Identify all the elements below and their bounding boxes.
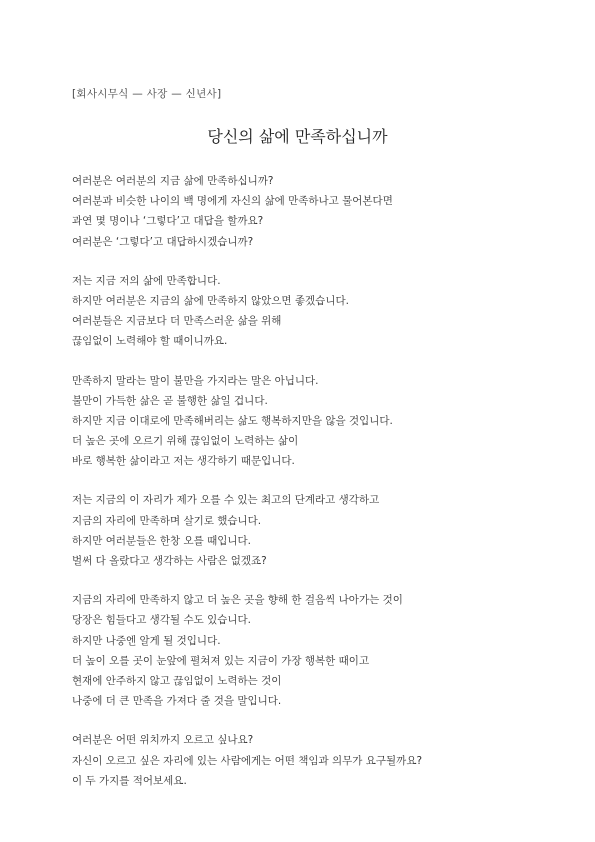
paragraph	[72, 271, 532, 352]
text-line: 여러분은 여러분의 지금 삶에 만족하십니까?	[72, 175, 274, 187]
text-line: 지금의 자리에 만족하며 살기로 했습니다.	[72, 514, 262, 527]
text-line: 저는 지금의 이 자리가 제가 오를 수 있는 최고의 단계라고 생각하고	[72, 494, 380, 507]
paragraph	[72, 590, 532, 711]
text-line: 끊임없이 노력해야 할 때이니까요.	[72, 335, 228, 348]
text-line: 더 높은 곳에 오르기 위해 끊임없이 노력하는 삶이	[72, 435, 299, 448]
text-line: 바로 행복한 삶이라고 저는 생각하기 때문입니다.	[72, 455, 295, 468]
text-line: 이 두 가지를 적어보세요.	[72, 774, 187, 787]
paragraph	[72, 490, 532, 571]
paragraph	[72, 730, 532, 791]
text-line: 하지만 여러분들은 한창 오를 때입니다.	[72, 534, 251, 547]
text-line: 더 높이 오를 곳이 눈앞에 펼쳐져 있는 지금이 가장 행복한 때이고	[72, 654, 370, 667]
paragraph	[72, 171, 532, 252]
text-line: 여러분은 ‘그렇다’고 대답하시겠습니까?	[72, 235, 254, 248]
speech-category-tag: [회사시무식 — 사장 — 신년사]	[72, 88, 222, 100]
text-line: 지금의 자리에 만족하지 않고 더 높은 곳을 향해 한 걸음씩 나아가는 것이	[72, 594, 403, 607]
text-line: 여러분은 어떤 위치까지 오르고 싶나요?	[72, 734, 254, 747]
text-line: 여러분들은 지금보다 더 만족스러운 삶을 위해	[72, 315, 282, 328]
text-line: 벌써 다 올랐다고 생각하는 사람은 없겠죠?	[72, 555, 267, 567]
text-line: 저는 지금 저의 삶에 만족합니다.	[72, 274, 221, 287]
document-title: 당신의 삶에 만족하십니까	[207, 127, 388, 146]
text-line: 만족하지 말라는 말이 불만을 가지라는 말은 아닙니다.	[72, 374, 319, 387]
paragraph	[72, 371, 532, 472]
text-line: 하지만 여러분은 지금의 삶에 만족하지 않았으면 좋겠습니다.	[72, 294, 349, 307]
text-line: 현재에 안주하지 않고 끊임없이 노력하는 것이	[72, 674, 282, 687]
text-line: 불만이 가득한 삶은 곧 불행한 삶일 겁니다.	[72, 394, 268, 407]
text-line: 자신이 오르고 싶은 자리에 있는 사람에게는 어떤 책임과 의무가 요구될까요?	[72, 754, 423, 767]
text-line: 하지만 나중엔 알게 될 것입니다.	[72, 634, 221, 647]
text-line: 여러분과 비슷한 나이의 백 명에게 자신의 삶에 만족하나고 물어본다면	[72, 195, 393, 208]
text-line: 하지만 지금 이대로에 만족해버리는 삶도 행복하지만을 않을 것입니다.	[72, 414, 393, 427]
text-line: 당장은 힘들다고 생각될 수도 있습니다.	[72, 614, 251, 627]
text-line: 과연 몇 명이나 ‘그렇다’고 대답을 할까요?	[72, 215, 264, 228]
document-body	[72, 171, 532, 810]
text-line: 나중에 더 큰 만족을 가져다 줄 것을 말입니다.	[72, 695, 282, 708]
